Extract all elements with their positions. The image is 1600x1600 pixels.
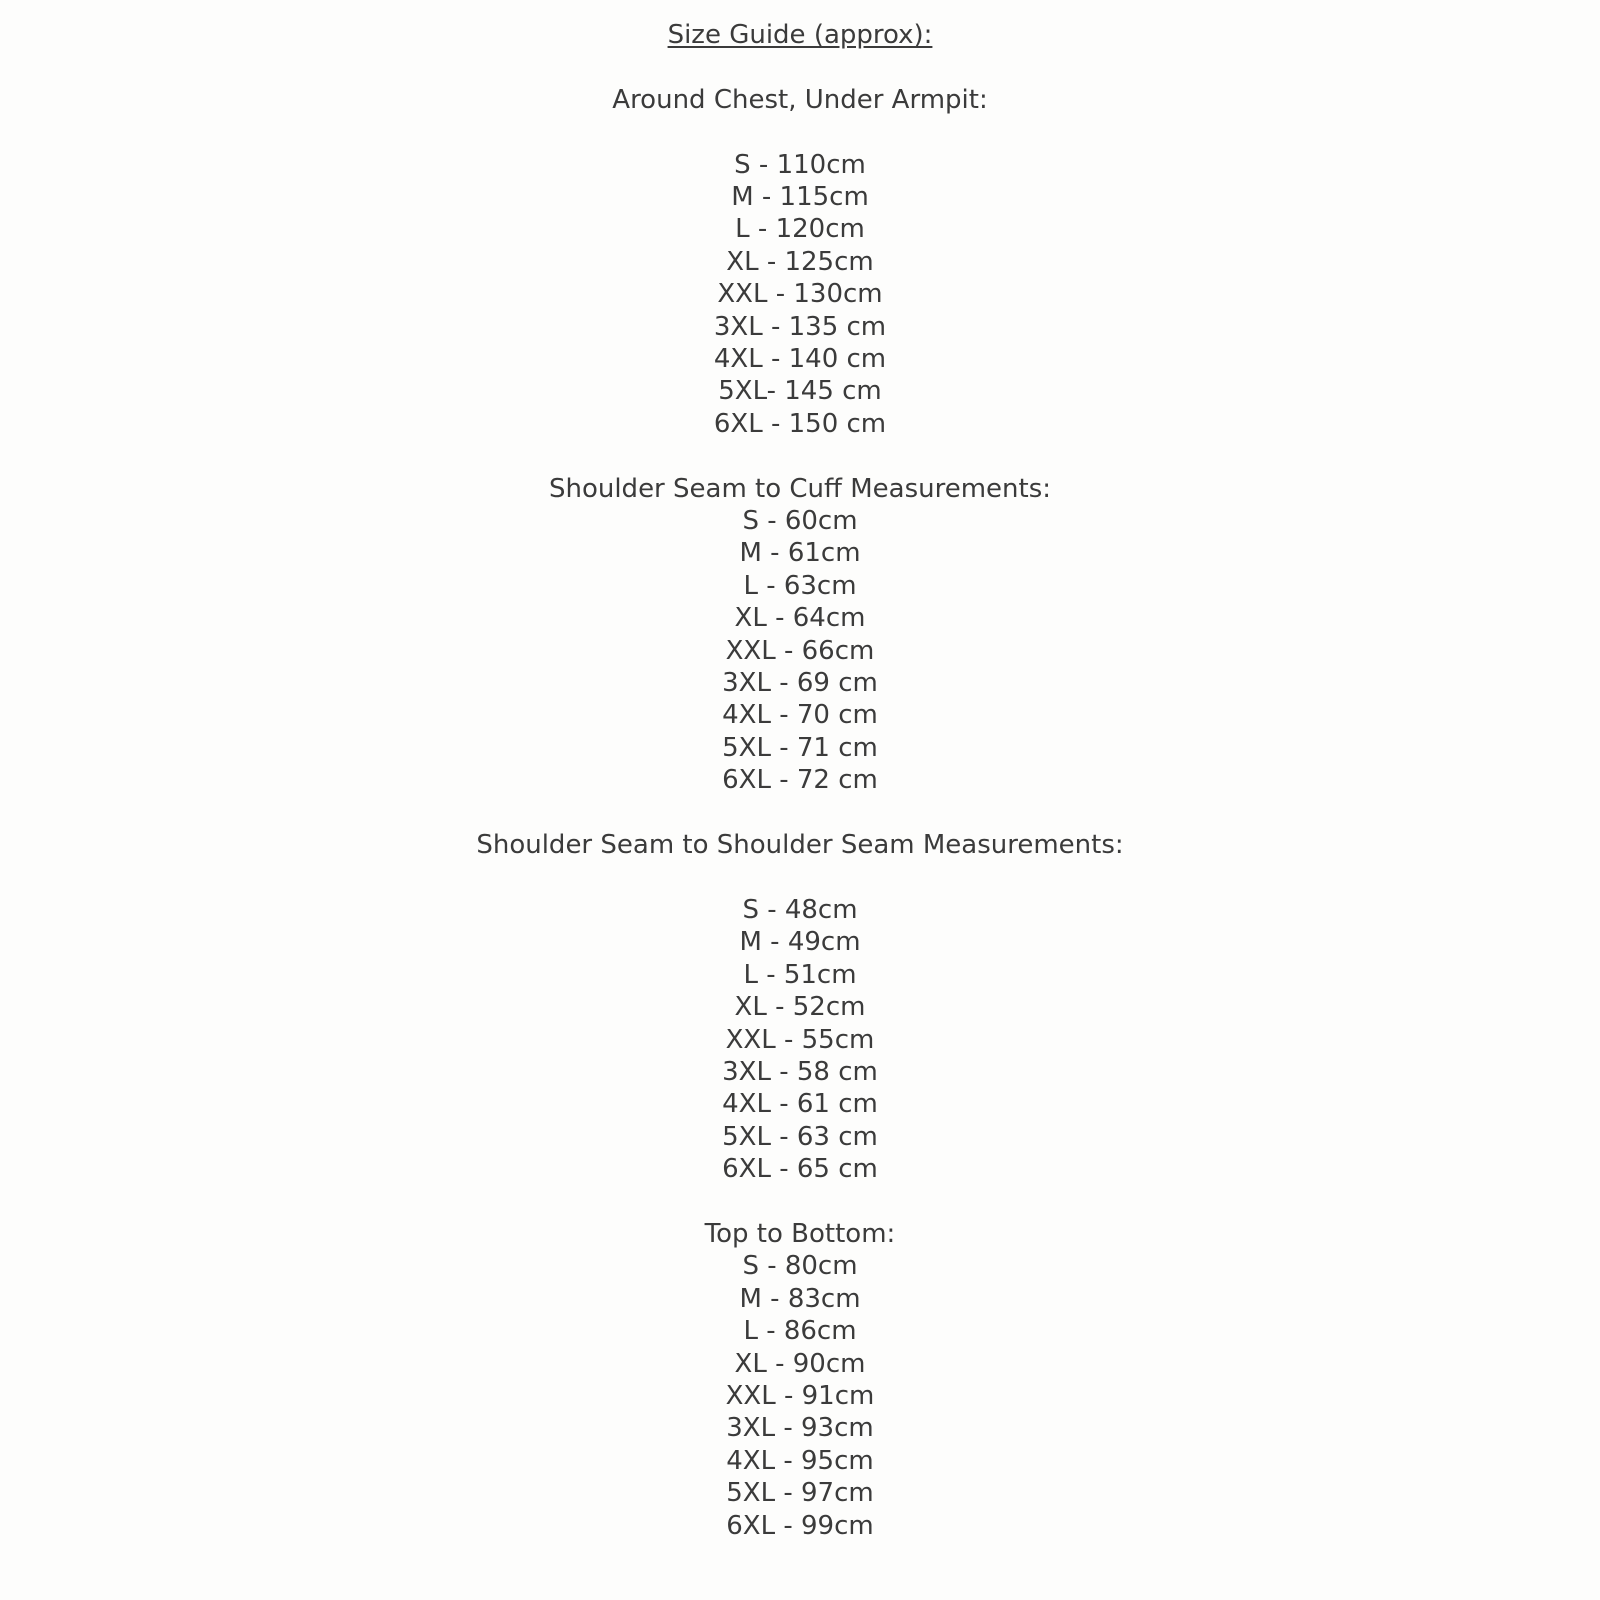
size-measurement-line: XXL - 55cm	[725, 1024, 875, 1055]
size-measurement-line: 3XL - 135 cm	[713, 311, 887, 342]
size-measurement-line: 5XL- 145 cm	[718, 376, 882, 407]
size-measurement-line: S - 110cm	[734, 149, 866, 180]
size-measurement-line: XXL - 130cm	[717, 279, 883, 310]
size-measurement-line: M - 49cm	[739, 927, 861, 958]
section-heading: Shoulder Seam to Cuff Measurements:	[548, 473, 1052, 504]
size-measurement-line: 4XL - 61 cm	[722, 1089, 878, 1120]
size-measurement-line: XXL - 66cm	[725, 635, 875, 666]
section-heading: Top to Bottom:	[704, 1218, 896, 1249]
page-title: Size Guide (approx):	[667, 20, 933, 50]
size-measurement-line: XL - 64cm	[734, 603, 866, 634]
size-measurement-line: M - 61cm	[739, 538, 861, 569]
size-measurement-line: XL - 90cm	[734, 1348, 866, 1379]
size-measurement-line: XL - 52cm	[734, 992, 866, 1023]
size-measurement-line: 6XL - 99cm	[726, 1510, 874, 1541]
size-measurement-line: M - 115cm	[731, 182, 869, 212]
size-measurement-line: S - 60cm	[742, 506, 858, 537]
size-measurement-line: 4XL - 140 cm	[713, 344, 887, 375]
size-section	[0, 829, 1600, 1185]
sections	[0, 84, 1600, 1542]
size-measurement-line: L - 63cm	[743, 570, 857, 601]
size-measurement-line: 5XL - 97cm	[726, 1478, 874, 1509]
section-heading: Around Chest, Under Armpit:	[612, 84, 988, 115]
size-measurement-line: S - 80cm	[742, 1251, 858, 1282]
size-measurement-line: L - 86cm	[743, 1316, 857, 1347]
size-measurement-line: 6XL - 150 cm	[713, 408, 887, 439]
size-measurement-line: 6XL - 72 cm	[722, 765, 878, 796]
size-section	[0, 473, 1600, 797]
size-measurement-line: 3XL - 58 cm	[722, 1056, 878, 1087]
size-section	[0, 1218, 1600, 1542]
size-measurement-line: L - 51cm	[743, 959, 857, 990]
size-measurement-line: 4XL - 95cm	[726, 1445, 874, 1476]
size-measurement-line: L - 120cm	[735, 214, 865, 245]
size-section	[0, 84, 1600, 440]
size-measurement-line: 6XL - 65 cm	[722, 1154, 878, 1185]
size-measurement-line: XXL - 91cm	[725, 1380, 875, 1411]
size-measurement-line: 4XL - 70 cm	[722, 700, 878, 731]
size-measurement-line: 3XL - 93cm	[726, 1413, 874, 1444]
size-measurement-line: XL - 125cm	[726, 246, 874, 277]
size-measurement-line: S - 48cm	[742, 894, 858, 925]
size-measurement-line: 5XL - 63 cm	[722, 1121, 878, 1152]
size-measurement-line: M - 83cm	[739, 1283, 861, 1314]
size-measurement-line: 3XL - 69 cm	[722, 668, 878, 699]
section-heading: Shoulder Seam to Shoulder Seam Measurements:	[476, 830, 1124, 861]
size-measurement-line: 5XL - 71 cm	[722, 732, 878, 763]
